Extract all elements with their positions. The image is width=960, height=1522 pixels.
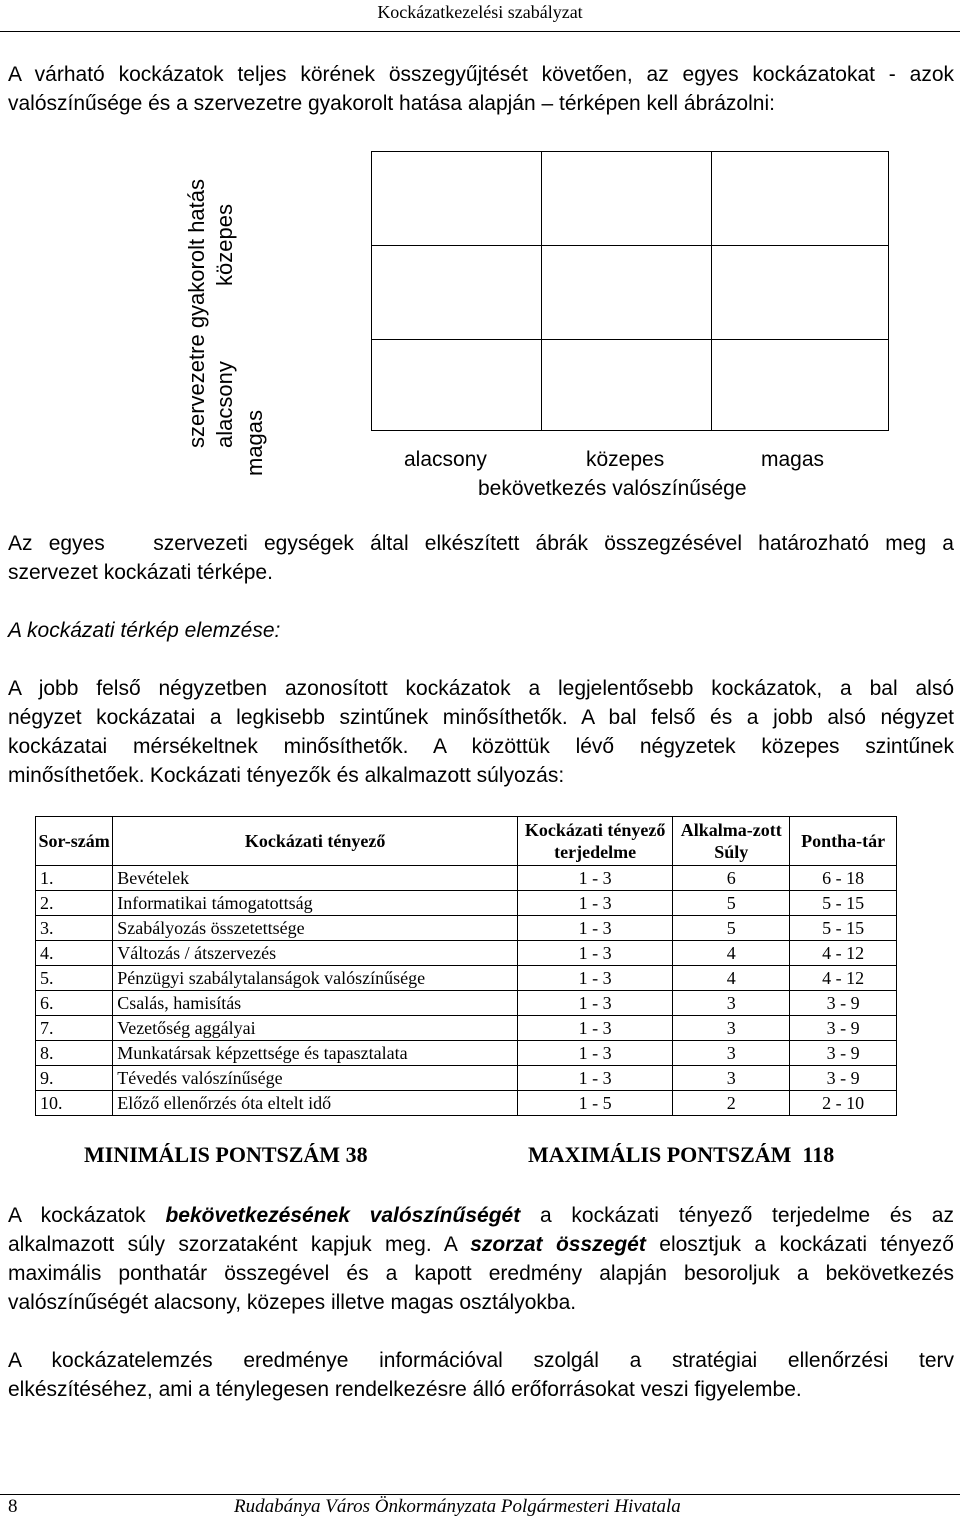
- cell-no: 7.: [36, 1016, 113, 1041]
- grid-line: [541, 152, 542, 430]
- col-header-no: Sor-szám: [36, 817, 113, 866]
- risk-map-x-title: bekövetkezés valószínűsége: [478, 477, 747, 500]
- cell-weight: 3: [673, 1041, 790, 1066]
- para3-line-3: maximális ponthatár összegével és a kapott eredmény alapján besoroljuk a bekövetkezés: [8, 1262, 954, 1285]
- para3-text: elosztjuk a kockázati tényező: [645, 1233, 954, 1256]
- cell-factor: Pénzügyi szabálytalanságok valószínűsége: [113, 966, 518, 991]
- table-row: [36, 991, 897, 1016]
- para1-line-2: szervezet kockázati térképe.: [8, 561, 273, 584]
- cell-weight: 3: [673, 1066, 790, 1091]
- cell-points: 4 - 12: [790, 966, 897, 991]
- cell-factor: Bevételek: [113, 866, 518, 891]
- cell-factor: Csalás, hamisítás: [113, 991, 518, 1016]
- risk-map-y-high: magas: [242, 409, 267, 476]
- risk-map-y-title: szervezetre gyakorolt hatás: [184, 178, 209, 448]
- cell-no: 9.: [36, 1066, 113, 1091]
- risk-map-grid: [371, 151, 889, 431]
- risk-map-y-medium: közepes: [212, 204, 237, 286]
- cell-weight: 3: [673, 1016, 790, 1041]
- grid-line: [372, 339, 888, 340]
- cell-weight: 5: [673, 916, 790, 941]
- cell-extent: 1 - 3: [517, 1066, 672, 1091]
- cell-factor: Munkatársak képzettsége és tapasztalata: [113, 1041, 518, 1066]
- intro-line-1: A várható kockázatok teljes körének összegyűjtését követően, az egyes kockázatokat - azok: [8, 63, 954, 86]
- cell-no: 3.: [36, 916, 113, 941]
- cell-extent: 1 - 5: [517, 1091, 672, 1116]
- min-score-value: 38: [345, 1142, 368, 1167]
- cell-extent: 1 - 3: [517, 866, 672, 891]
- analysis-heading: A kockázati térkép elemzése:: [8, 619, 281, 642]
- cell-extent: 1 - 3: [517, 991, 672, 1016]
- cell-no: 10.: [36, 1091, 113, 1116]
- para2-line-4a: minősíthetőek.: [8, 764, 145, 787]
- para3-line-1: [8, 1201, 954, 1230]
- para3-emphasis: szorzat összegét: [470, 1233, 646, 1256]
- cell-no: 6.: [36, 991, 113, 1016]
- cell-factor: Informatikai támogatottság: [113, 891, 518, 916]
- para3-text: alkalmazott súly szorzataként kapjuk meg. A: [8, 1233, 471, 1256]
- table-row: [36, 916, 897, 941]
- cell-weight: 6: [673, 866, 790, 891]
- table-row: [36, 1066, 897, 1091]
- table-row: [36, 941, 897, 966]
- table-row: [36, 1091, 897, 1116]
- cell-factor: Szabályozás összetettsége: [113, 916, 518, 941]
- cell-points: 3 - 9: [790, 1016, 897, 1041]
- para2-line-4b: Kockázati tényezők és alkalmazott súlyozás:: [149, 764, 565, 787]
- min-score-label: MINIMÁLIS PONTSZÁM: [84, 1142, 341, 1167]
- cell-factor: Tévedés valószínűsége: [113, 1066, 518, 1091]
- page-number: 8: [8, 1496, 18, 1517]
- para2-line-4: [8, 761, 954, 790]
- table-row: [36, 1041, 897, 1066]
- footer-org: Rudabánya Város Önkormányzata Polgármesteri Hivatala: [234, 1496, 681, 1517]
- table-row: [36, 866, 897, 891]
- grid-line: [711, 152, 712, 430]
- para4-line-1: A kockázatelemzés eredménye információval szolgál a stratégiai ellenőrzési terv: [8, 1349, 954, 1372]
- col-header-factor: Kockázati tényező: [113, 817, 518, 866]
- para2-line-1: A jobb felső négyzetben azonosított kockázatok a legjelentősebb kockázatok, a bal alsó: [8, 677, 954, 700]
- grid-line: [372, 245, 888, 246]
- para3-line-4: valószínűségét alacsony, közepes illetve magas osztályokba.: [8, 1291, 577, 1314]
- cell-weight: 4: [673, 941, 790, 966]
- cell-points: 3 - 9: [790, 1041, 897, 1066]
- page-header: Kockázatkezelési szabályzat: [377, 2, 583, 22]
- cell-factor: Vezetőség aggályai: [113, 1016, 518, 1041]
- para3-text: A kockázatok: [8, 1204, 166, 1227]
- cell-weight: 4: [673, 966, 790, 991]
- max-score-value: 118: [802, 1142, 835, 1167]
- para3-emphasis: bekövetkezésének valószínűségét: [165, 1204, 521, 1227]
- cell-extent: 1 - 3: [517, 916, 672, 941]
- risk-map-y-low: alacsony: [212, 361, 237, 448]
- header-divider: [0, 31, 960, 32]
- cell-extent: 1 - 3: [517, 941, 672, 966]
- cell-extent: 1 - 3: [517, 1016, 672, 1041]
- cell-points: 3 - 9: [790, 1066, 897, 1091]
- cell-points: 3 - 9: [790, 991, 897, 1016]
- cell-points: 6 - 18: [790, 866, 897, 891]
- para2-line-3: kockázatai mérsékeltnek minősíthetők. A közöttük lévő négyzetek közepes szintűnek: [8, 735, 954, 758]
- min-score: [84, 1142, 368, 1168]
- intro-line-2: valószínűsége és a szervezetre gyakorolt hatása alapján – térképen kell ábrázolni:: [8, 92, 775, 115]
- table-row: [36, 1016, 897, 1041]
- para3-line-2: [8, 1230, 954, 1259]
- risk-map-x-medium: közepes: [586, 448, 665, 471]
- para1-line-1: Az egyes szervezeti egységek által elkészített ábrák összegzésével határozható meg a: [8, 532, 954, 555]
- table-row: [36, 891, 897, 916]
- para4-line-2: elkészítéséhez, ami a ténylegesen rendelkezésre álló erőforrásokat veszi figyelembe.: [8, 1378, 802, 1401]
- risk-map-x-low: alacsony: [404, 448, 487, 471]
- cell-no: 8.: [36, 1041, 113, 1066]
- col-header-points: Pontha-tár: [790, 817, 897, 866]
- cell-points: 5 - 15: [790, 891, 897, 916]
- cell-no: 1.: [36, 866, 113, 891]
- footer-divider: [0, 1494, 960, 1495]
- para2-line-2: négyzet kockázatai a legkisebb szintűnek minősíthetők. A bal felső és a jobb alsó négyzet: [8, 706, 954, 729]
- cell-points: 5 - 15: [790, 916, 897, 941]
- cell-no: 2.: [36, 891, 113, 916]
- risk-map-x-high: magas: [761, 448, 825, 471]
- table-header-row: [36, 817, 897, 866]
- max-score-label: MAXIMÁLIS PONTSZÁM: [528, 1142, 792, 1167]
- cell-no: 4.: [36, 941, 113, 966]
- cell-factor: Változás / átszervezés: [113, 941, 518, 966]
- cell-weight: 2: [673, 1091, 790, 1116]
- table-row: [36, 966, 897, 991]
- col-header-weight: Alkalma-zott Súly: [673, 817, 790, 866]
- col-header-extent: Kockázati tényező terjedelme: [517, 817, 672, 866]
- cell-weight: 3: [673, 991, 790, 1016]
- cell-points: 2 - 10: [790, 1091, 897, 1116]
- cell-weight: 5: [673, 891, 790, 916]
- cell-extent: 1 - 3: [517, 1041, 672, 1066]
- max-score: [528, 1142, 834, 1168]
- para3-text: a kockázati tényező terjedelme és az: [520, 1204, 954, 1227]
- cell-no: 5.: [36, 966, 113, 991]
- cell-extent: 1 - 3: [517, 891, 672, 916]
- cell-extent: 1 - 3: [517, 966, 672, 991]
- risk-factor-table: [35, 816, 897, 1116]
- cell-points: 4 - 12: [790, 941, 897, 966]
- cell-factor: Előző ellenőrzés óta eltelt idő: [113, 1091, 518, 1116]
